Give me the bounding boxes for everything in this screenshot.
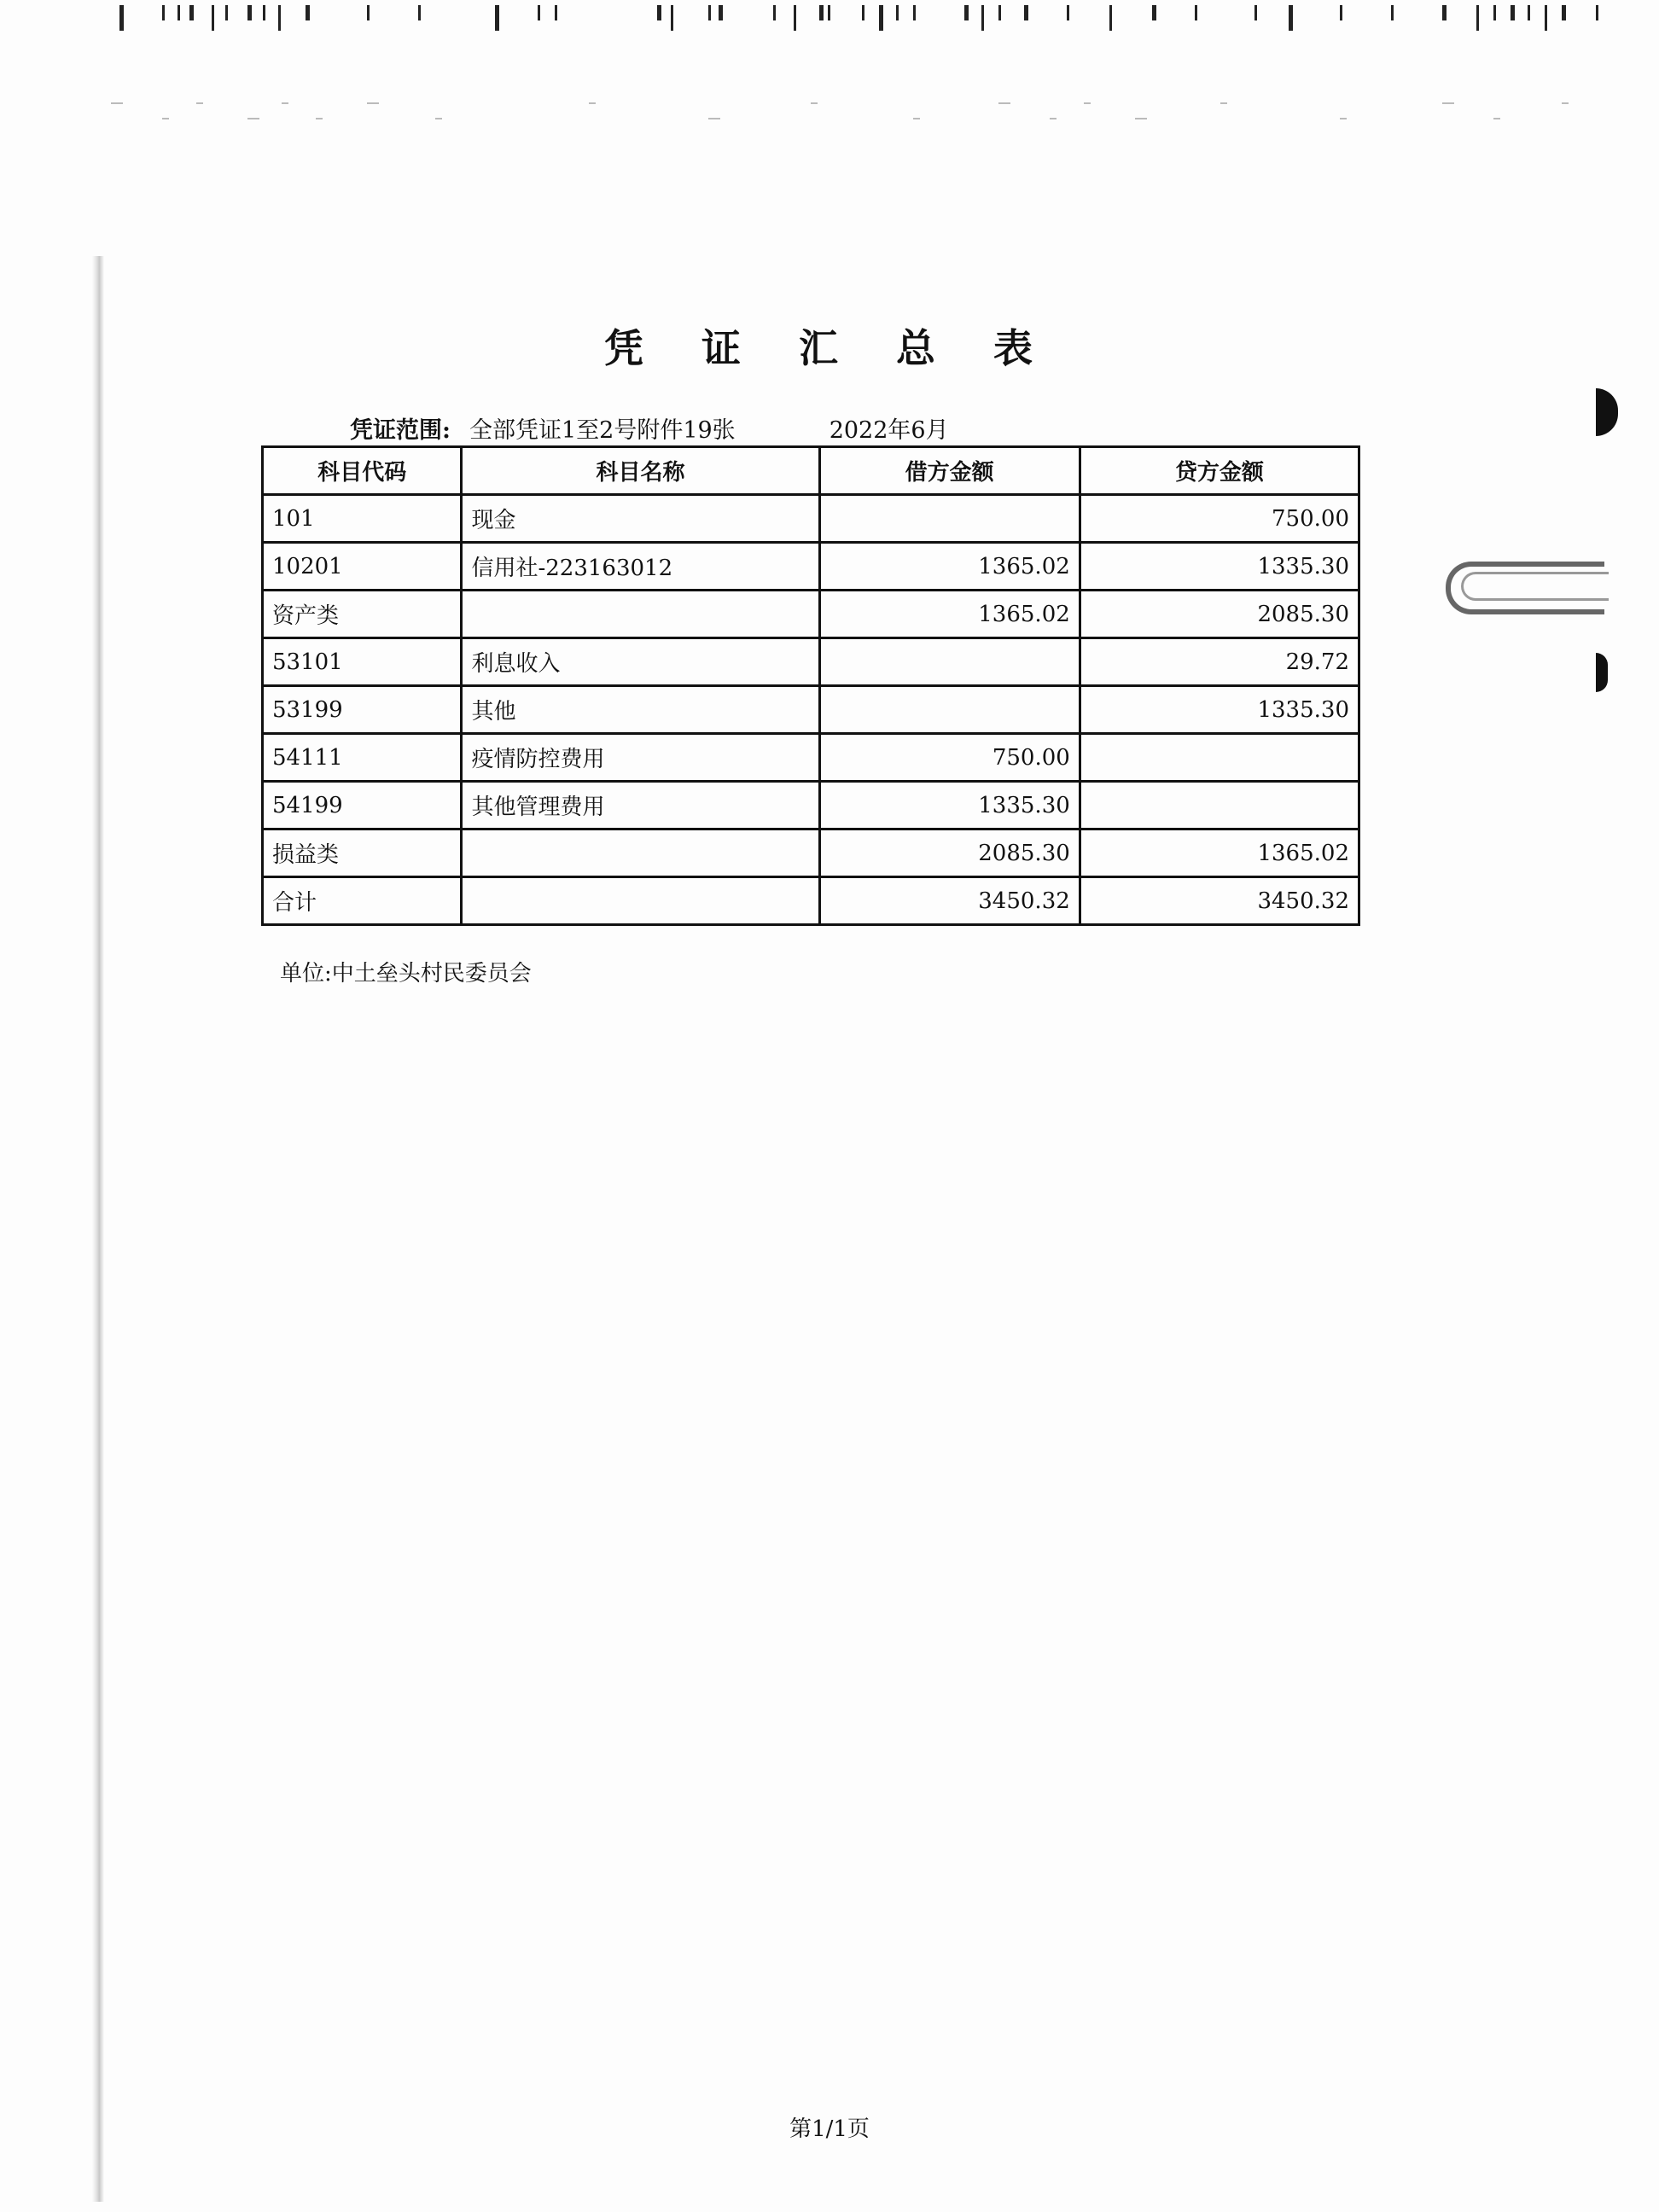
cell-account-name	[462, 877, 819, 925]
cell-credit-amount	[1080, 782, 1359, 830]
scanner-mark	[278, 5, 281, 31]
scanner-mark	[1391, 5, 1394, 20]
scanner-dotted-line	[111, 101, 1613, 138]
scanner-mark	[964, 5, 969, 20]
scanner-mark	[879, 5, 883, 31]
binder-hole-icon	[1596, 653, 1608, 692]
scanner-mark	[1152, 5, 1156, 20]
cell-account-code: 损益类	[263, 830, 462, 877]
voucher-range-value: 全部凭证1至2号附件19张	[469, 417, 736, 444]
scanner-mark	[981, 5, 984, 31]
binder-hole-icon	[1596, 388, 1618, 436]
scanner-mark	[212, 5, 214, 31]
cell-credit-amount: 1335.30	[1080, 543, 1359, 591]
cell-account-code: 53199	[263, 686, 462, 734]
cell-account-name	[462, 830, 819, 877]
table-row	[263, 830, 1359, 877]
cell-debit-amount: 3450.32	[819, 877, 1080, 925]
scanner-mark	[862, 5, 864, 20]
scanner-dot	[589, 102, 596, 104]
scanner-mark	[1442, 5, 1447, 20]
scanner-mark	[708, 5, 711, 20]
scanner-mark	[178, 5, 180, 20]
scanner-mark	[1545, 5, 1547, 31]
cell-debit-amount	[819, 686, 1080, 734]
table-row	[263, 877, 1359, 925]
scanner-mark	[1109, 5, 1112, 31]
scanner-mark	[998, 5, 1001, 20]
header-account-name: 科目名称	[462, 447, 819, 495]
scanner-mark	[162, 5, 165, 20]
cell-account-code: 10201	[263, 543, 462, 591]
scanner-dot	[435, 118, 442, 119]
scanner-mark	[418, 5, 421, 20]
table-row	[263, 591, 1359, 638]
scanner-mark	[367, 5, 370, 20]
cell-credit-amount: 3450.32	[1080, 877, 1359, 925]
cell-account-name: 信用社-223163012	[462, 543, 819, 591]
scanner-mark	[1289, 5, 1293, 31]
scanner-dot	[196, 102, 203, 104]
scanner-dot	[111, 102, 123, 104]
voucher-summary-table	[261, 445, 1360, 926]
header-account-code: 科目代码	[263, 447, 462, 495]
scanner-dot	[998, 102, 1010, 104]
scanner-dot	[1135, 118, 1147, 119]
scanner-mark	[225, 5, 228, 20]
table-row	[263, 686, 1359, 734]
scanner-mark	[247, 5, 252, 20]
page-indicator: 第1/1页	[789, 2116, 870, 2142]
scanner-mark	[819, 5, 824, 20]
scanner-mark	[1195, 5, 1197, 20]
cell-account-code: 合计	[263, 877, 462, 925]
scanner-mark	[794, 5, 796, 31]
scanner-dot	[316, 118, 323, 119]
cell-account-name	[462, 591, 819, 638]
cell-credit-amount: 2085.30	[1080, 591, 1359, 638]
scanner-mark	[671, 5, 673, 31]
table-row	[263, 543, 1359, 591]
cell-credit-amount: 1335.30	[1080, 686, 1359, 734]
scanner-mark	[896, 5, 899, 20]
scanner-dot	[1562, 102, 1569, 104]
cell-credit-amount	[1080, 734, 1359, 782]
scanner-mark	[555, 5, 557, 20]
cell-account-code: 54111	[263, 734, 462, 782]
table-row	[263, 638, 1359, 686]
table-row	[263, 782, 1359, 830]
scanner-dot	[367, 102, 379, 104]
scanner-mark	[719, 5, 723, 20]
scanner-mark	[538, 5, 540, 20]
cell-account-code: 54199	[263, 782, 462, 830]
cell-debit-amount: 1365.02	[819, 543, 1080, 591]
binding-edge-shadow	[92, 256, 104, 2202]
scanner-mark	[1528, 5, 1530, 20]
scanner-mark	[1340, 5, 1342, 20]
cell-debit-amount: 2085.30	[819, 830, 1080, 877]
cell-credit-amount: 750.00	[1080, 495, 1359, 543]
scanner-mark	[263, 5, 265, 20]
cell-credit-amount: 29.72	[1080, 638, 1359, 686]
voucher-range-label: 凭证范围:	[350, 417, 451, 444]
scanner-mark	[495, 5, 499, 31]
scanner-mark	[1024, 5, 1028, 20]
document-title: 凭 证 汇 总 表	[603, 325, 1056, 371]
scanner-dot	[282, 102, 288, 104]
scanner-dot	[708, 118, 720, 119]
scanner-dot	[811, 102, 818, 104]
cell-account-name: 疫情防控费用	[462, 734, 819, 782]
accounting-period: 2022年6月	[829, 417, 949, 444]
scanner-mark	[828, 5, 830, 20]
cell-debit-amount	[819, 495, 1080, 543]
scanner-mark	[1562, 5, 1566, 20]
scanner-mark	[189, 5, 194, 20]
scanner-dot	[1084, 102, 1091, 104]
scanner-mark	[1596, 5, 1598, 20]
scanner-mark	[1067, 5, 1069, 20]
cell-credit-amount: 1365.02	[1080, 830, 1359, 877]
scanner-dot	[1220, 102, 1227, 104]
scanner-dot	[1340, 118, 1347, 119]
scanner-mark	[913, 5, 916, 20]
organization-unit: 单位:中土垒头村民委员会	[280, 961, 532, 987]
cell-account-name: 其他	[462, 686, 819, 734]
paper-clip-inner	[1461, 572, 1609, 601]
scanner-dot	[913, 118, 920, 119]
table-header-row	[263, 447, 1359, 495]
scanner-mark	[1476, 5, 1479, 31]
voucher-range-line	[350, 411, 949, 445]
scanner-dot	[1493, 118, 1500, 119]
cell-debit-amount: 1365.02	[819, 591, 1080, 638]
scanner-mark	[657, 5, 661, 20]
scanner-mark	[1254, 5, 1257, 20]
header-debit-amount: 借方金额	[819, 447, 1080, 495]
cell-account-name: 利息收入	[462, 638, 819, 686]
cell-debit-amount: 750.00	[819, 734, 1080, 782]
cell-account-name: 其他管理费用	[462, 782, 819, 830]
scanner-dot	[162, 118, 169, 119]
scanner-mark	[306, 5, 310, 20]
scanner-dot	[1442, 102, 1454, 104]
table-row	[263, 495, 1359, 543]
cell-account-code: 101	[263, 495, 462, 543]
cell-account-code: 53101	[263, 638, 462, 686]
cell-debit-amount: 1335.30	[819, 782, 1080, 830]
scanner-mark	[773, 5, 776, 20]
scanner-mark	[1511, 5, 1515, 20]
scanner-dot	[247, 118, 259, 119]
scanner-dot	[1050, 118, 1057, 119]
scanner-mark	[119, 5, 124, 31]
cell-account-name: 现金	[462, 495, 819, 543]
cell-account-code: 资产类	[263, 591, 462, 638]
header-credit-amount: 贷方金额	[1080, 447, 1359, 495]
scanner-edge-marks	[111, 0, 1613, 34]
table-row	[263, 734, 1359, 782]
scanner-mark	[1493, 5, 1496, 20]
cell-debit-amount	[819, 638, 1080, 686]
